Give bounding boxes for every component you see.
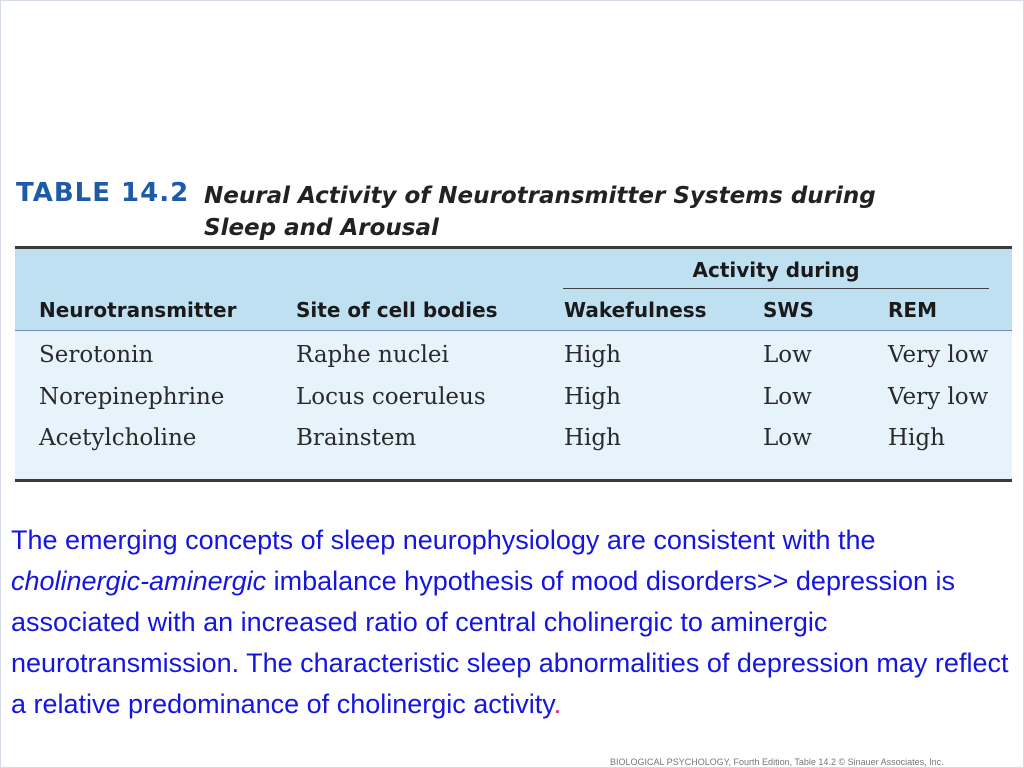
paragraph-end-mark: . — [553, 689, 562, 719]
table-cell: High — [888, 425, 945, 451]
table-cell: Serotonin — [39, 342, 154, 368]
table-cell: Locus coeruleus — [296, 384, 486, 410]
column-header-site: Site of cell bodies — [296, 298, 498, 322]
table-cell: Brainstem — [296, 425, 417, 451]
table-header-rule — [15, 330, 1012, 331]
column-header-rem: REM — [888, 298, 937, 322]
paragraph-text-end: imbalance hypothesis of mood disorders>> depression is associated with an increased ratio of central cholinergic to aminergic neurotransmission. The characteristic sleep abnormalities of depression may reflect a relative predominance of cholinergic activity — [11, 566, 1009, 719]
table-cell: High — [564, 384, 621, 410]
table-cell: High — [564, 342, 621, 368]
table-cell: Acetylcholine — [39, 425, 197, 451]
data-table — [15, 246, 1012, 482]
table-bottom-rule — [15, 479, 1012, 482]
table-cell: Very low — [888, 384, 989, 410]
table-cell: Very low — [888, 342, 989, 368]
table-cell: Low — [763, 425, 812, 451]
table-cell: Norepinephrine — [39, 384, 225, 410]
column-header-neurotransmitter: Neurotransmitter — [39, 298, 237, 322]
table-caption: Neural Activity of Neurotransmitter Systems during Sleep and Arousal — [204, 183, 876, 241]
table-cell: High — [564, 425, 621, 451]
column-header-wakefulness: Wakefulness — [564, 298, 707, 322]
group-header-rule — [563, 288, 989, 289]
paragraph-emphasis: cholinergic-aminergic — [11, 566, 267, 596]
body-paragraph — [11, 520, 1011, 725]
column-header-sws: SWS — [763, 298, 814, 322]
group-header-activity: Activity during — [692, 258, 860, 282]
table-cell: Low — [763, 342, 812, 368]
table-number: TABLE 14.2 — [16, 178, 190, 208]
paragraph-text-start: The emerging concepts of sleep neurophysiology are consistent with the — [11, 525, 876, 555]
table-cell: Low — [763, 384, 812, 410]
source-credit: BIOLOGICAL PSYCHOLOGY, Fourth Edition, Table 14.2 © Sinauer Associates, Inc. — [610, 757, 944, 767]
table-cell: Raphe nuclei — [296, 342, 449, 368]
